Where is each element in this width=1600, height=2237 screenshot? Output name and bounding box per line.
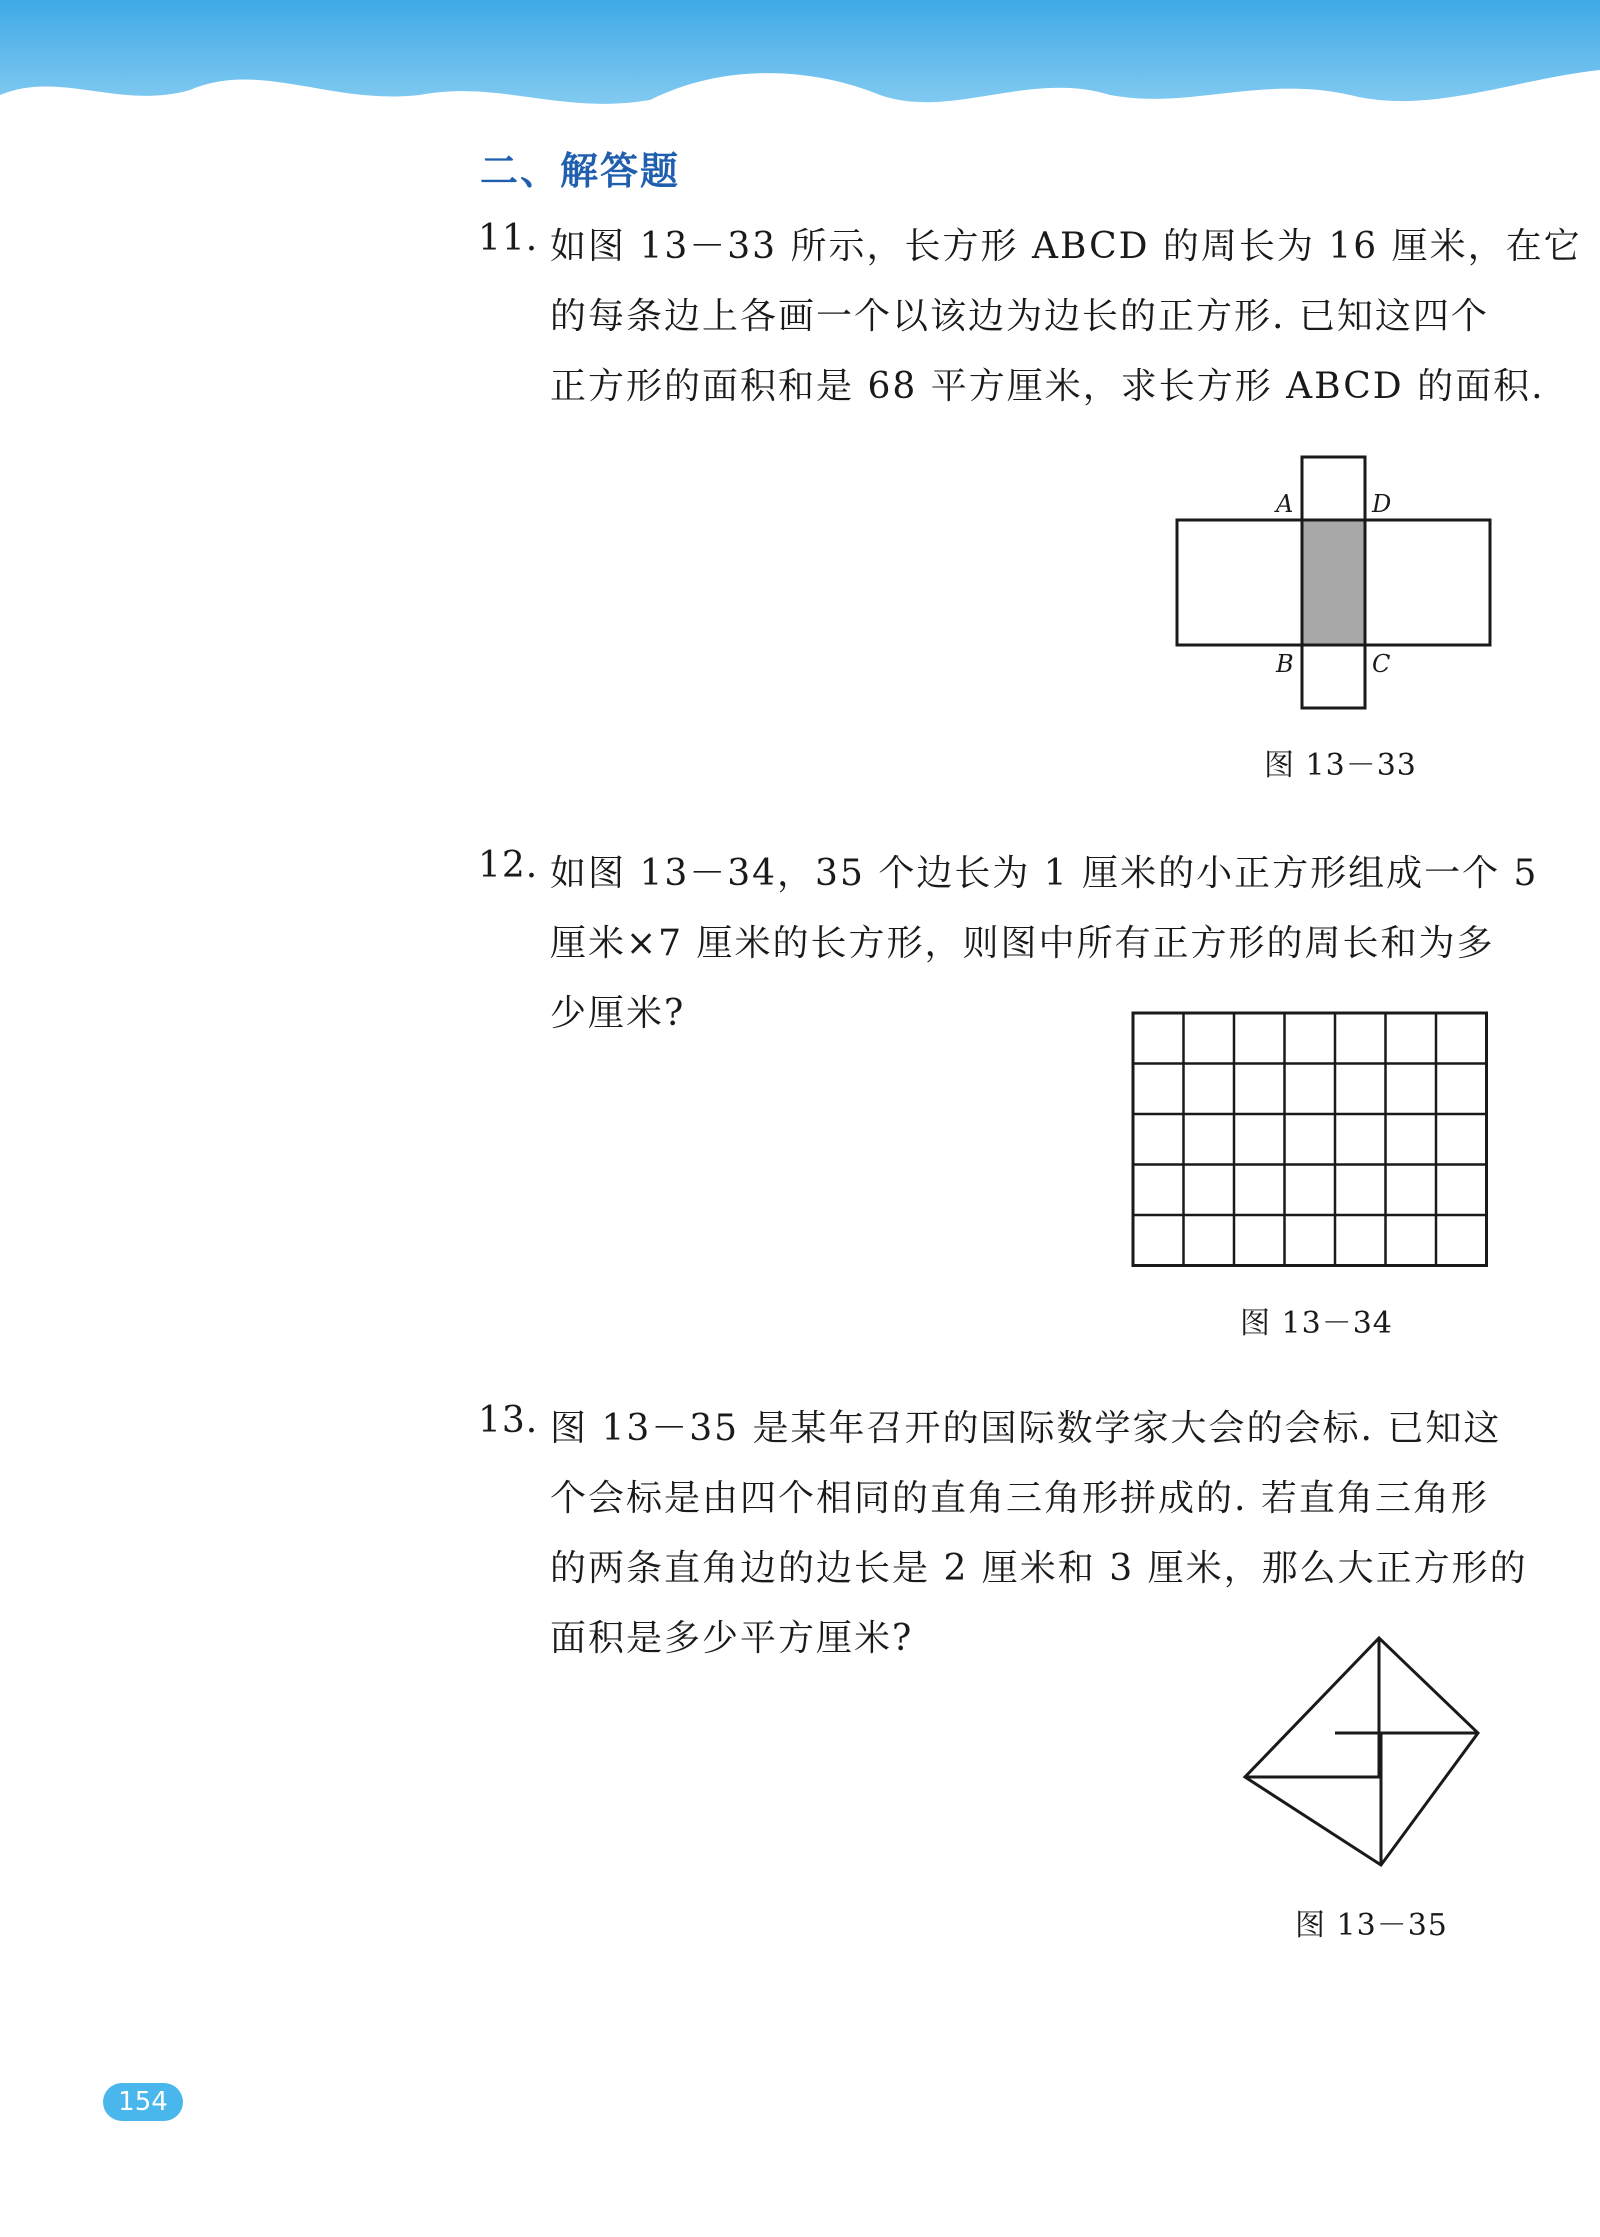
problem-text-line: 图 13－35 是某年召开的国际数学家大会的会标. 已知这 [550,1408,1502,1449]
figure-13-33 [1170,450,1500,710]
left-square [1177,520,1302,645]
problem-text-line: 少厘米? [550,993,686,1034]
point-label-d: D [1372,490,1392,518]
point-label-b: B [1276,650,1294,678]
problem-text-line: 正方形的面积和是 68 平方厘米，求长方形 ABCD 的面积. [550,366,1545,407]
problem-text-line: 的两条直角边的边长是 2 厘米和 3 厘米，那么大正方形的 [550,1548,1528,1589]
header-sky-decoration [0,0,1600,150]
figure-caption: 图 13－33 [1264,748,1417,783]
problem-text-line: 个会标是由四个相同的直角三角形拼成的. 若直角三角形 [550,1478,1489,1519]
problem-number: 12. [478,845,539,886]
grid-frame [1133,1013,1487,1266]
problem-text-line: 面积是多少平方厘米? [550,1618,914,1659]
bottom-square [1302,645,1365,708]
right-square [1365,520,1490,645]
rectangle-abcd [1302,520,1365,645]
problem-text-line: 的每条边上各画一个以该边为边长的正方形. 已知这四个 [550,296,1489,337]
problem-number: 11. [478,218,539,259]
problem-text-line: 如图 13－34，35 个边长为 1 厘米的小正方形组成一个 5 [550,853,1539,894]
figure-13-35-emblem [1240,1630,1485,1875]
problem-text-line: 厘米×7 厘米的长方形，则图中所有正方形的周长和为多 [550,923,1495,964]
page-number-badge: 154 [103,2083,183,2121]
section-title: 二、解答题 [480,149,681,193]
figure-13-34-grid [1130,1010,1490,1270]
figure-caption: 图 13－34 [1240,1306,1393,1341]
figure-caption: 图 13－35 [1295,1908,1448,1943]
point-label-a: A [1276,490,1294,518]
large-square [1245,1638,1478,1865]
top-square [1302,457,1365,520]
point-label-c: C [1372,650,1391,678]
problem-text-line: 如图 13－33 所示，长方形 ABCD 的周长为 16 厘米，在它 [550,226,1582,267]
problem-number: 13. [478,1400,539,1441]
